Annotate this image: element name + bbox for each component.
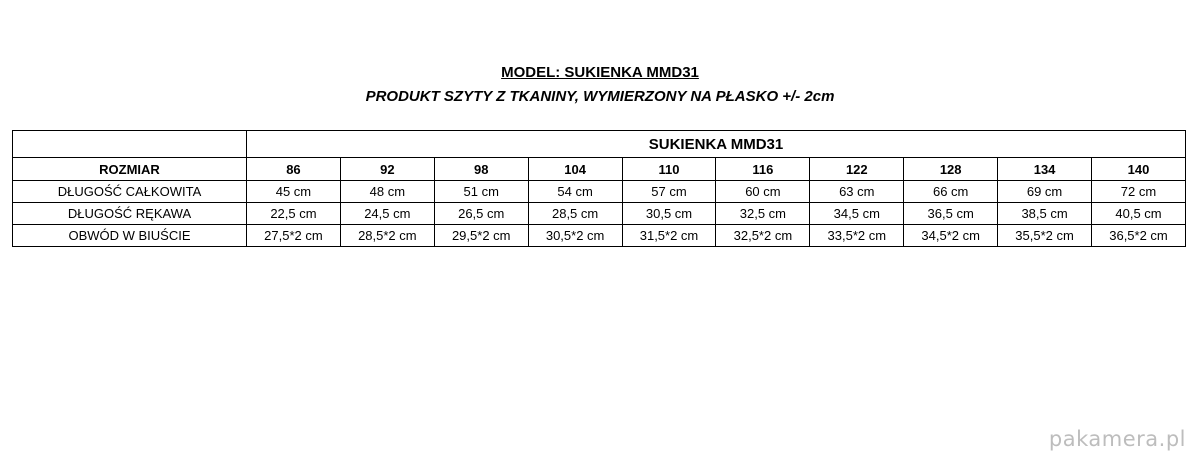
measurement-value-cell: 63 cm (810, 181, 904, 203)
measurement-value-cell: 66 cm (904, 181, 998, 203)
empty-corner-cell (13, 131, 247, 158)
measurement-value-cell: 28,5 cm (528, 203, 622, 225)
model-title: MODEL: SUKIENKA MMD31 (501, 64, 699, 81)
measurement-value-cell: 24,5 cm (340, 203, 434, 225)
measurement-value-cell: 34,5*2 cm (904, 225, 998, 247)
measurement-value-cell: 32,5*2 cm (716, 225, 810, 247)
size-header-cell: 134 (998, 158, 1092, 181)
size-label: ROZMIAR (13, 158, 247, 181)
measurement-value-cell: 69 cm (998, 181, 1092, 203)
product-name-header: SUKIENKA MMD31 (247, 131, 1186, 158)
table-header-row (13, 131, 1186, 158)
measurement-value-cell: 48 cm (340, 181, 434, 203)
measurement-value-cell: 38,5 cm (998, 203, 1092, 225)
size-header-cell: 98 (434, 158, 528, 181)
measurement-value-cell: 60 cm (716, 181, 810, 203)
size-header-cell: 104 (528, 158, 622, 181)
measurement-value-cell: 45 cm (247, 181, 341, 203)
measurement-label: DŁUGOŚĆ RĘKAWA (13, 203, 247, 225)
size-table (12, 130, 1186, 247)
measurement-value-cell: 35,5*2 cm (998, 225, 1092, 247)
size-header-cell: 92 (340, 158, 434, 181)
watermark: pakamera.pl (1048, 427, 1186, 451)
size-header-cell: 140 (1092, 158, 1186, 181)
measurement-value-cell: 36,5 cm (904, 203, 998, 225)
measurement-value-cell: 72 cm (1092, 181, 1186, 203)
measurement-value-cell: 27,5*2 cm (247, 225, 341, 247)
measurement-value-cell: 29,5*2 cm (434, 225, 528, 247)
measurement-value-cell: 57 cm (622, 181, 716, 203)
measurement-value-cell: 40,5 cm (1092, 203, 1186, 225)
measurement-value-cell: 26,5 cm (434, 203, 528, 225)
measurement-value-cell: 32,5 cm (716, 203, 810, 225)
measurement-value-cell: 30,5 cm (622, 203, 716, 225)
size-header-cell: 86 (247, 158, 341, 181)
measurement-value-cell: 28,5*2 cm (340, 225, 434, 247)
measurement-row (13, 203, 1186, 225)
size-table-body (13, 131, 1186, 247)
measurement-value-cell: 51 cm (434, 181, 528, 203)
size-header-cell: 116 (716, 158, 810, 181)
measurement-row (13, 225, 1186, 247)
measurement-label: DŁUGOŚĆ CAŁKOWITA (13, 181, 247, 203)
measurement-value-cell: 30,5*2 cm (528, 225, 622, 247)
measurement-label: OBWÓD W BIUŚCIE (13, 225, 247, 247)
measurement-value-cell: 34,5 cm (810, 203, 904, 225)
measurement-value-cell: 54 cm (528, 181, 622, 203)
measurement-row (13, 181, 1186, 203)
size-header-cell: 110 (622, 158, 716, 181)
measurement-value-cell: 31,5*2 cm (622, 225, 716, 247)
product-subtitle: PRODUKT SZYTY Z TKANINY, WYMIERZONY NA PŁASKO +/- 2cm (365, 88, 835, 105)
size-header-cell: 122 (810, 158, 904, 181)
measurement-value-cell: 36,5*2 cm (1092, 225, 1186, 247)
measurement-value-cell: 33,5*2 cm (810, 225, 904, 247)
size-row (13, 158, 1186, 181)
size-header-cell: 128 (904, 158, 998, 181)
measurement-value-cell: 22,5 cm (247, 203, 341, 225)
